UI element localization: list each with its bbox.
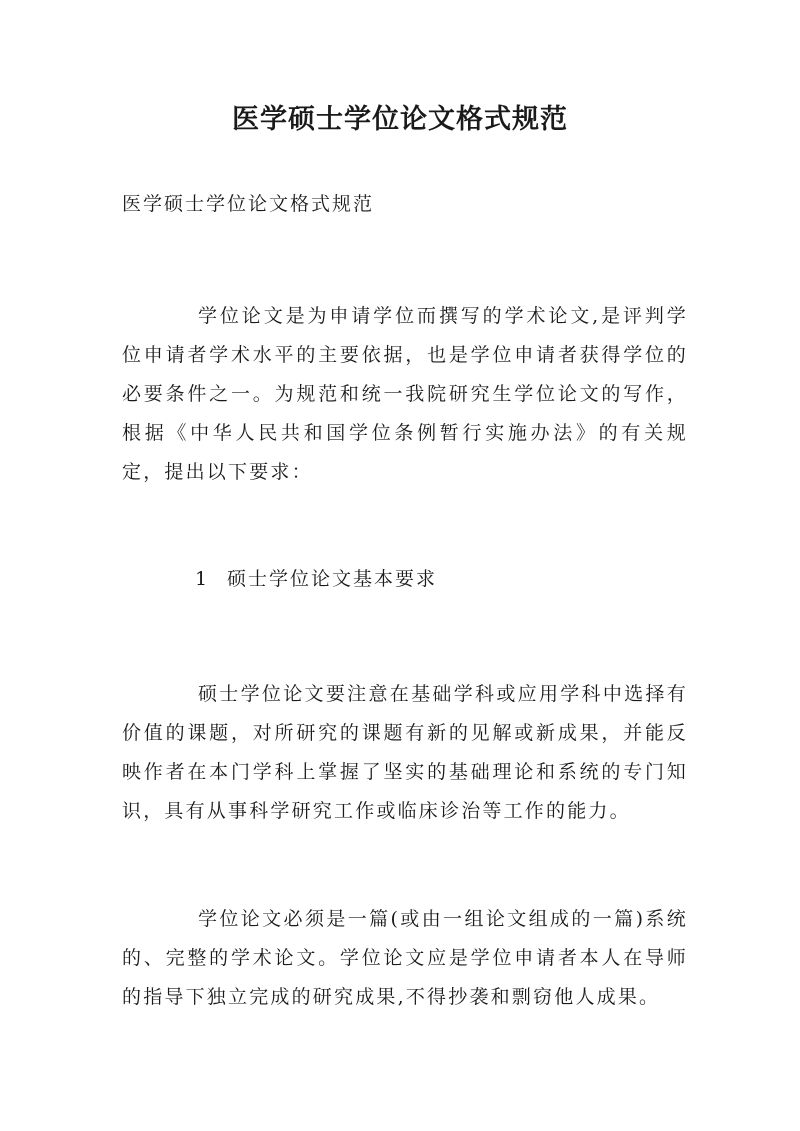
- section-number: 1: [195, 568, 210, 590]
- requirements-paragraph: 硕士学位论文要注意在基础学科或应用学科中选择有价值的课题，对所研究的课题有新的见解或新成果，并能反映作者在本门学科上掌握了坚实的基础理论和系统的专门知识，具有从事科学研究工作或临床诊治等工作的能力。: [122, 683, 688, 822]
- intro-paragraph: 学位论文是为申请学位而撰写的学术论文,是评判学位申请者学术水平的主要依据，也是学位申请者获得学位的必要条件之一。为规范和统一我院研究生学位论文的写作，根据《中华人民共和国学位条例暂行实施办法》的有关规定，提出以下要求：: [122, 305, 688, 483]
- document-subtitle: 医学硕士学位论文格式规范: [122, 193, 375, 215]
- section-title: 硕士学位论文基本要求: [227, 568, 438, 590]
- section-heading: [195, 565, 437, 593]
- document-title: 医学硕士学位论文格式规范: [232, 104, 568, 135]
- originality-paragraph: 学位论文必须是一篇(或由一组论文组成的一篇)系统的、完整的学术论文。学位论文应是学位申请者本人在导师的指导下独立完成的研究成果,不得抄袭和剽窃他人成果。: [122, 908, 688, 1008]
